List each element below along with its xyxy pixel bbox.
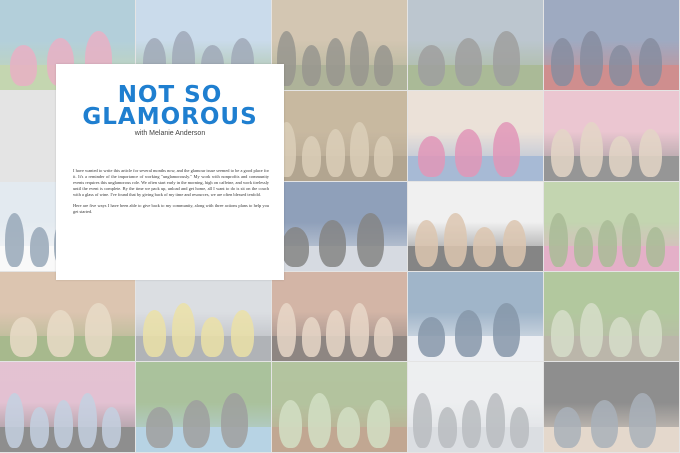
photo-figure bbox=[85, 303, 112, 357]
photo-figure bbox=[413, 393, 432, 448]
photo-figure bbox=[337, 407, 360, 448]
photo-figure bbox=[493, 122, 520, 177]
article-byline: with Melanie Anderson bbox=[134, 130, 206, 137]
photo-figure bbox=[183, 400, 210, 448]
photo-figure bbox=[146, 407, 173, 448]
photo-figure bbox=[646, 227, 665, 267]
photo-figure bbox=[5, 393, 24, 448]
photo-figure bbox=[598, 220, 617, 267]
photo-figure bbox=[551, 310, 574, 357]
photo-crowd-with-flag bbox=[544, 0, 679, 90]
photo-figure bbox=[503, 220, 526, 267]
photo-figure bbox=[302, 317, 321, 357]
photo-figure bbox=[367, 400, 390, 448]
photo-figure bbox=[609, 317, 632, 357]
photo-figure bbox=[629, 393, 656, 448]
photo-figure bbox=[277, 303, 296, 357]
article-paragraph-2: Here are five ways I have been able to give back to my community, along with three actions plans to help you get started. bbox=[73, 203, 269, 214]
photo-figure bbox=[102, 407, 121, 448]
photo-figure bbox=[462, 400, 481, 448]
photo-figure bbox=[282, 227, 309, 267]
photo-figure bbox=[10, 317, 37, 357]
photo-figure bbox=[415, 220, 438, 267]
photo-figure bbox=[30, 227, 49, 267]
photo-figure bbox=[374, 45, 393, 86]
photo-figure bbox=[326, 129, 345, 177]
article-card bbox=[56, 64, 284, 280]
photo-figure bbox=[639, 38, 662, 86]
photo-figure bbox=[580, 303, 603, 357]
photo-figure bbox=[350, 31, 369, 86]
photo-figure bbox=[455, 129, 482, 177]
photo-figure bbox=[551, 129, 574, 177]
photo-speaker-at-podium bbox=[272, 182, 407, 271]
photo-party-masks-group bbox=[544, 91, 679, 181]
photo-figure bbox=[319, 220, 346, 267]
photo-figure bbox=[639, 129, 662, 177]
photo-figure bbox=[326, 310, 345, 357]
photo-figure bbox=[473, 227, 496, 267]
photo-figure bbox=[493, 303, 520, 357]
photo-figure bbox=[54, 400, 73, 448]
photo-couple-smiling bbox=[544, 362, 679, 452]
title-line-1: NOT SO bbox=[117, 82, 223, 108]
photo-figure bbox=[30, 407, 49, 448]
photo-figure bbox=[438, 407, 457, 448]
photo-figure bbox=[486, 393, 505, 448]
photo-figure bbox=[609, 45, 632, 86]
photo-figure bbox=[308, 393, 331, 448]
photo-figure bbox=[350, 303, 369, 357]
photo-mud-run-women-cheering bbox=[272, 0, 407, 90]
photo-figure bbox=[444, 213, 467, 267]
photo-figure bbox=[143, 310, 166, 357]
photo-figure bbox=[350, 122, 369, 177]
photo-figure bbox=[78, 393, 97, 448]
photo-figure bbox=[609, 136, 632, 177]
photo-gala-with-helicopter bbox=[136, 272, 271, 361]
article-body bbox=[73, 168, 269, 220]
photo-volunteers-outdoors bbox=[136, 362, 271, 452]
photo-figure bbox=[302, 136, 321, 177]
photo-mud-pit-crawl bbox=[272, 91, 407, 181]
photo-park-cleanup bbox=[544, 272, 679, 361]
photo-figure bbox=[231, 310, 254, 357]
photo-figure bbox=[172, 303, 195, 357]
photo-cheerleader-dancers bbox=[0, 272, 135, 361]
photo-figure bbox=[418, 317, 445, 357]
photo-figure bbox=[622, 213, 641, 267]
photo-figure bbox=[455, 310, 482, 357]
photo-figure bbox=[510, 407, 529, 448]
photo-figure bbox=[357, 213, 384, 267]
photo-figure bbox=[279, 400, 302, 448]
photo-team-under-tent bbox=[408, 272, 543, 361]
photo-figure bbox=[591, 400, 618, 448]
photo-figure bbox=[418, 136, 445, 177]
photo-figure bbox=[374, 317, 393, 357]
photo-woman-with-hose bbox=[408, 0, 543, 90]
photo-figure bbox=[455, 38, 482, 86]
photo-volunteers-in-gym bbox=[408, 91, 543, 181]
photo-figure bbox=[47, 310, 74, 357]
photo-field-with-parachute bbox=[544, 182, 679, 271]
photo-figure bbox=[639, 310, 662, 357]
article-paragraph-1: I have wanted to write this article for several months now, and the glamour issue seemed to be a good place for it. It's a reminder of the importance of working "unglamorously." My work with nonprofits and community events requires this unglamorous role. We often start early in the morning, high on caffeine, and work tirelessly until the event is complete. By the time we pack up, unload and get home, all I want to do is sit on the couch with a glass of wine. I've found that by giving back of my time and resources, we are often blessed tenfold. bbox=[73, 168, 269, 197]
photo-mud-run-field bbox=[272, 362, 407, 452]
photo-figure bbox=[549, 213, 568, 267]
photo-figure bbox=[554, 407, 581, 448]
photo-figure bbox=[551, 38, 574, 86]
photo-figure bbox=[418, 45, 445, 86]
photo-figure bbox=[221, 393, 248, 448]
article-title bbox=[56, 84, 284, 128]
photo-figure bbox=[201, 317, 224, 357]
title-line-2: GLAMOROUS bbox=[82, 104, 258, 130]
photo-couple-portrait bbox=[272, 272, 407, 361]
photo-figure bbox=[574, 227, 593, 267]
photo-figure bbox=[10, 45, 37, 86]
photo-figure bbox=[580, 122, 603, 177]
photo-figure bbox=[302, 45, 321, 86]
photo-figure bbox=[580, 31, 603, 86]
photo-figure bbox=[493, 31, 520, 86]
photo-figure bbox=[326, 38, 345, 86]
photo-figure bbox=[5, 213, 24, 267]
photo-figure bbox=[374, 136, 393, 177]
photo-photo-booth-friends bbox=[0, 362, 135, 452]
photo-banquet-hall bbox=[408, 362, 543, 452]
photo-formal-group-photo bbox=[408, 182, 543, 271]
